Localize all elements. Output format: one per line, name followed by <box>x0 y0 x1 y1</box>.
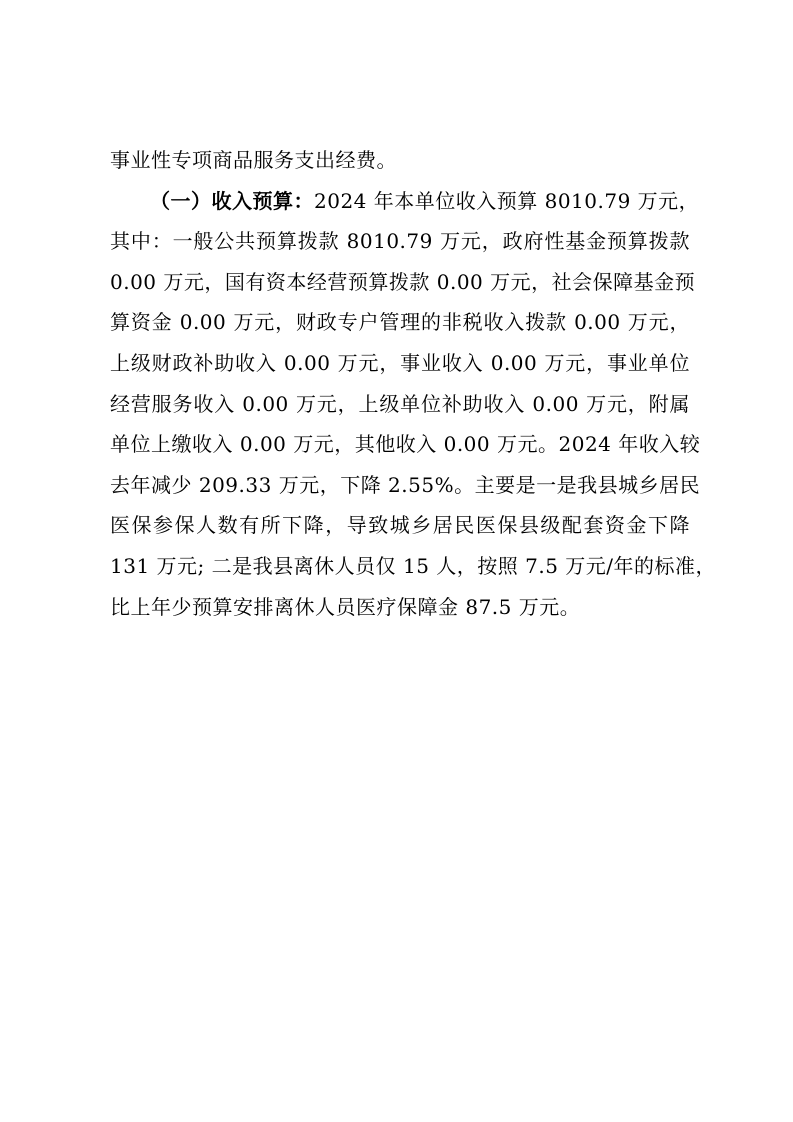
text-line: 131 万元; 二是我县离休人员仅 15 人，按照 7.5 万元/年的标准， <box>110 553 717 578</box>
section-heading: （一）收入预算： <box>150 188 314 213</box>
text-line: 比上年少预算安排离休人员医疗保障金 87.5 万元。 <box>110 594 581 619</box>
text-line: 去年减少 209.33 万元，下降 2.55%。主要是一是我县城乡居民 <box>110 472 701 497</box>
text-line: 上级财政补助收入 0.00 万元，事业收入 0.00 万元，事业单位 <box>110 350 690 375</box>
text-line: 事业性专项商品服务支出经费。 <box>110 148 397 172</box>
text-line-content: 2024 年本单位收入预算 8010.79 万元， <box>314 188 700 213</box>
text-line: 经营服务收入 0.00 万元，上级单位补助收入 0.00 万元，附属 <box>110 391 690 416</box>
text-line: 0.00 万元，国有资本经营预算拨款 0.00 万元，社会保障基金预 <box>110 269 696 294</box>
body-text <box>110 140 717 627</box>
text-line: 单位上缴收入 0.00 万元，其他收入 0.00 万元。2024 年收入较 <box>110 432 701 457</box>
text-line: 医保参保人数有所下降，导致城乡居民医保县级配套资金下降 <box>110 513 690 538</box>
text-line <box>110 181 700 222</box>
text-line: 算资金 0.00 万元，财政专户管理的非税收入拨款 0.00 万元， <box>110 310 690 335</box>
text-line: 其中：一般公共预算拨款 8010.79 万元，政府性基金预算拨款 <box>110 229 690 254</box>
